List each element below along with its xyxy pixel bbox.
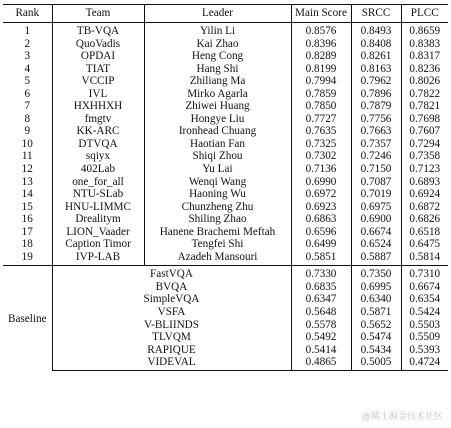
table-row bbox=[3, 23, 448, 38]
cell-leader: Azadeh Mansouri bbox=[144, 251, 291, 266]
cell-main-score: 0.7994 bbox=[291, 75, 351, 88]
cell-rank: 13 bbox=[3, 176, 52, 189]
cell-team: HNU-LIMMC bbox=[52, 201, 144, 214]
cell-main-score: 0.8576 bbox=[291, 23, 351, 38]
cell-plcc: 0.6924 bbox=[409, 188, 441, 201]
cell-leader: Heng Cong bbox=[144, 50, 291, 63]
baseline-label: Baseline bbox=[3, 266, 52, 370]
cell-plcc: 0.7821 bbox=[409, 100, 441, 113]
cell-srcc: 0.5871 bbox=[351, 306, 401, 319]
cell-plcc: 0.7123 bbox=[409, 163, 441, 176]
cell-baseline-method: FastVQA bbox=[52, 266, 291, 281]
cell-plcc: 0.6475 bbox=[409, 238, 441, 251]
baseline-row bbox=[3, 319, 448, 332]
cell-main-score: 0.5851 bbox=[291, 251, 351, 266]
cell-main-score: 0.8289 bbox=[291, 50, 351, 63]
baseline-row bbox=[3, 281, 448, 294]
cell-srcc: 0.7756 bbox=[351, 113, 401, 126]
cell-plcc: 0.6518 bbox=[409, 225, 441, 238]
cell-rank: 9 bbox=[3, 125, 52, 138]
cell-plcc: 0.6893 bbox=[409, 175, 441, 188]
cell-leader: Wenqi Wang bbox=[144, 176, 291, 189]
cell-srcc: 0.6975 bbox=[351, 201, 401, 214]
header-plcc: PLCC bbox=[401, 5, 448, 23]
cell-rank: 4 bbox=[3, 63, 52, 76]
table-row bbox=[3, 113, 448, 126]
cell-plcc: 0.5424 bbox=[409, 306, 441, 319]
cell-team: fmgtv bbox=[52, 113, 144, 126]
cell-srcc: 0.5474 bbox=[351, 331, 401, 344]
cell-baseline-method: RAPIQUE bbox=[52, 344, 291, 357]
table-row bbox=[3, 88, 448, 101]
cell-main-score: 0.7325 bbox=[291, 138, 351, 151]
cell-main-score: 0.6499 bbox=[291, 238, 351, 251]
cell-main-score: 0.5414 bbox=[291, 344, 351, 357]
cell-plcc: 0.8317 bbox=[409, 50, 441, 63]
cell-main-score: 0.6972 bbox=[291, 188, 351, 201]
cell-leader: Yilin Li bbox=[144, 23, 291, 38]
table-row bbox=[3, 226, 448, 239]
baseline-row bbox=[3, 344, 448, 357]
cell-plcc: 0.7822 bbox=[409, 87, 441, 100]
cell-srcc: 0.7350 bbox=[351, 266, 401, 281]
cell-main-score: 0.8199 bbox=[291, 63, 351, 76]
cell-plcc: 0.6872 bbox=[409, 200, 441, 213]
cell-leader: Kai Zhao bbox=[144, 38, 291, 51]
table-row bbox=[3, 201, 448, 214]
table-row bbox=[3, 138, 448, 151]
cell-plcc: 0.6354 bbox=[409, 293, 441, 306]
cell-plcc: 0.8659 bbox=[409, 25, 441, 37]
cell-team: Drealitym bbox=[52, 213, 144, 226]
header-row bbox=[3, 5, 448, 23]
cell-plcc: 0.7358 bbox=[409, 150, 441, 163]
cell-main-score: 0.6990 bbox=[291, 176, 351, 189]
cell-srcc: 0.6340 bbox=[351, 293, 401, 306]
cell-main-score: 0.7850 bbox=[291, 100, 351, 113]
cell-plcc: 0.7607 bbox=[409, 125, 441, 138]
cell-plcc: 0.4724 bbox=[401, 356, 448, 370]
baseline-rows bbox=[3, 266, 448, 370]
baseline-row bbox=[3, 293, 448, 306]
cell-rank: 14 bbox=[3, 188, 52, 201]
cell-srcc: 0.7896 bbox=[351, 88, 401, 101]
cell-leader: Zhiwei Huang bbox=[144, 100, 291, 113]
cell-leader: Ironhead Chuang bbox=[144, 125, 291, 138]
results-table bbox=[3, 4, 448, 371]
cell-leader: Yu Lai bbox=[144, 163, 291, 176]
cell-srcc: 0.6995 bbox=[351, 281, 401, 294]
team-rows bbox=[3, 23, 448, 266]
cell-rank: 3 bbox=[3, 50, 52, 63]
cell-srcc: 0.5652 bbox=[351, 319, 401, 332]
cell-srcc: 0.8261 bbox=[351, 50, 401, 63]
cell-rank: 2 bbox=[3, 38, 52, 51]
cell-srcc: 0.7879 bbox=[351, 100, 401, 113]
header-rank: Rank bbox=[3, 5, 52, 23]
cell-srcc: 0.7246 bbox=[351, 150, 401, 163]
cell-main-score: 0.7136 bbox=[291, 163, 351, 176]
cell-leader: Mirko Agarla bbox=[144, 88, 291, 101]
cell-leader: Tengfei Shi bbox=[144, 238, 291, 251]
cell-plcc: 0.5503 bbox=[409, 318, 441, 331]
baseline-row bbox=[3, 306, 448, 319]
header-srcc: SRCC bbox=[351, 5, 401, 23]
header-main-score: Main Score bbox=[291, 5, 351, 23]
cell-srcc: 0.5005 bbox=[351, 356, 401, 370]
table-row bbox=[3, 125, 448, 138]
table-row bbox=[3, 63, 448, 76]
cell-leader: Chunzheng Zhu bbox=[144, 201, 291, 214]
cell-main-score: 0.7635 bbox=[291, 125, 351, 138]
cell-main-score: 0.6923 bbox=[291, 201, 351, 214]
cell-rank: 15 bbox=[3, 201, 52, 214]
cell-leader: Shiqi Zhou bbox=[144, 150, 291, 163]
cell-plcc: 0.8026 bbox=[409, 75, 441, 88]
cell-rank: 7 bbox=[3, 100, 52, 113]
cell-plcc: 0.8383 bbox=[409, 37, 441, 50]
table-row bbox=[3, 75, 448, 88]
header-leader: Leader bbox=[144, 5, 291, 23]
cell-leader: Haoning Wu bbox=[144, 188, 291, 201]
cell-plcc: 0.5393 bbox=[409, 343, 441, 356]
cell-plcc: 0.5814 bbox=[409, 250, 441, 263]
cell-main-score: 0.6347 bbox=[291, 293, 351, 306]
table-row bbox=[3, 251, 448, 266]
cell-team: Caption Timor bbox=[52, 238, 144, 251]
cell-baseline-method: TLVQM bbox=[52, 331, 291, 344]
cell-srcc: 0.7087 bbox=[351, 176, 401, 189]
cell-plcc: 0.8236 bbox=[409, 62, 441, 75]
cell-srcc: 0.5434 bbox=[351, 344, 401, 357]
cell-main-score: 0.5492 bbox=[291, 331, 351, 344]
cell-srcc: 0.8163 bbox=[351, 63, 401, 76]
cell-leader: Hanene Brachemi Meftah bbox=[144, 226, 291, 239]
cell-team: OPDAI bbox=[52, 50, 144, 63]
cell-plcc: 0.7698 bbox=[409, 112, 441, 125]
cell-rank: 17 bbox=[3, 226, 52, 239]
cell-srcc: 0.7357 bbox=[351, 138, 401, 151]
cell-plcc: 0.6674 bbox=[409, 280, 441, 293]
header-team: Team bbox=[52, 5, 144, 23]
cell-team: IVP-LAB bbox=[52, 251, 144, 266]
cell-leader: Haotian Fan bbox=[144, 138, 291, 151]
cell-main-score: 0.4865 bbox=[291, 356, 351, 370]
cell-team: TIAT bbox=[52, 63, 144, 76]
cell-team: one_for_all bbox=[52, 176, 144, 189]
cell-baseline-method: VIDEVAL bbox=[52, 356, 291, 370]
table-row bbox=[3, 188, 448, 201]
cell-plcc: 0.7310 bbox=[401, 266, 448, 281]
cell-leader: Zhiliang Ma bbox=[144, 75, 291, 88]
cell-leader: Hongye Liu bbox=[144, 113, 291, 126]
cell-srcc: 0.6524 bbox=[351, 238, 401, 251]
cell-srcc: 0.7019 bbox=[351, 188, 401, 201]
cell-main-score: 0.5648 bbox=[291, 306, 351, 319]
baseline-row bbox=[3, 356, 448, 370]
cell-rank: 5 bbox=[3, 75, 52, 88]
cell-baseline-method: V-BLIINDS bbox=[52, 319, 291, 332]
watermark: @稀土掘金技术社区 bbox=[361, 412, 443, 422]
cell-srcc: 0.7150 bbox=[351, 163, 401, 176]
table-row bbox=[3, 213, 448, 226]
cell-leader: Hang Shi bbox=[144, 63, 291, 76]
cell-rank: 1 bbox=[3, 23, 52, 38]
table-row bbox=[3, 150, 448, 163]
table-row bbox=[3, 50, 448, 63]
cell-leader: Shiling Zhao bbox=[144, 213, 291, 226]
cell-main-score: 0.6863 bbox=[291, 213, 351, 226]
cell-rank: 8 bbox=[3, 113, 52, 126]
cell-baseline-method: BVQA bbox=[52, 281, 291, 294]
cell-main-score: 0.5578 bbox=[291, 319, 351, 332]
cell-srcc: 0.7962 bbox=[351, 75, 401, 88]
results-table-wrapper bbox=[3, 4, 448, 371]
cell-srcc: 0.8493 bbox=[351, 23, 401, 38]
cell-srcc: 0.6674 bbox=[351, 226, 401, 239]
cell-team: KK-ARC bbox=[52, 125, 144, 138]
cell-team: VCCIP bbox=[52, 75, 144, 88]
cell-baseline-method: SimpleVQA bbox=[52, 293, 291, 306]
cell-plcc: 0.7294 bbox=[409, 137, 441, 150]
cell-plcc: 0.6826 bbox=[409, 213, 441, 226]
table-row bbox=[3, 238, 448, 251]
cell-main-score: 0.6835 bbox=[291, 281, 351, 294]
baseline-row bbox=[3, 331, 448, 344]
cell-rank: 16 bbox=[3, 213, 52, 226]
cell-team: DTVQA bbox=[52, 138, 144, 151]
cell-srcc: 0.7663 bbox=[351, 125, 401, 138]
cell-srcc: 0.5887 bbox=[351, 251, 401, 266]
table-row bbox=[3, 38, 448, 51]
cell-baseline-method: VSFA bbox=[52, 306, 291, 319]
cell-team: TB-VQA bbox=[52, 23, 144, 38]
cell-main-score: 0.7859 bbox=[291, 88, 351, 101]
baseline-row bbox=[3, 266, 448, 281]
cell-srcc: 0.6900 bbox=[351, 213, 401, 226]
table-row bbox=[3, 163, 448, 176]
cell-team: 402Lab bbox=[52, 163, 144, 176]
cell-main-score: 0.6596 bbox=[291, 226, 351, 239]
cell-main-score: 0.8396 bbox=[291, 38, 351, 51]
cell-rank: 12 bbox=[3, 163, 52, 176]
cell-rank: 11 bbox=[3, 150, 52, 163]
cell-rank: 19 bbox=[3, 251, 52, 266]
cell-team: sqiyx bbox=[52, 150, 144, 163]
table-header bbox=[3, 5, 448, 23]
cell-rank: 6 bbox=[3, 88, 52, 101]
cell-srcc: 0.8408 bbox=[351, 38, 401, 51]
table-row bbox=[3, 176, 448, 189]
cell-rank: 18 bbox=[3, 238, 52, 251]
cell-main-score: 0.7330 bbox=[291, 266, 351, 281]
cell-rank: 10 bbox=[3, 138, 52, 151]
cell-team: IVL bbox=[52, 88, 144, 101]
cell-main-score: 0.7727 bbox=[291, 113, 351, 126]
cell-plcc: 0.5509 bbox=[409, 331, 441, 344]
cell-team: LION_Vaader bbox=[52, 226, 144, 239]
cell-team: HXHHXH bbox=[52, 100, 144, 113]
cell-main-score: 0.7302 bbox=[291, 150, 351, 163]
cell-team: QuoVadis bbox=[52, 38, 144, 51]
cell-team: NTU-SLab bbox=[52, 188, 144, 201]
table-row bbox=[3, 100, 448, 113]
